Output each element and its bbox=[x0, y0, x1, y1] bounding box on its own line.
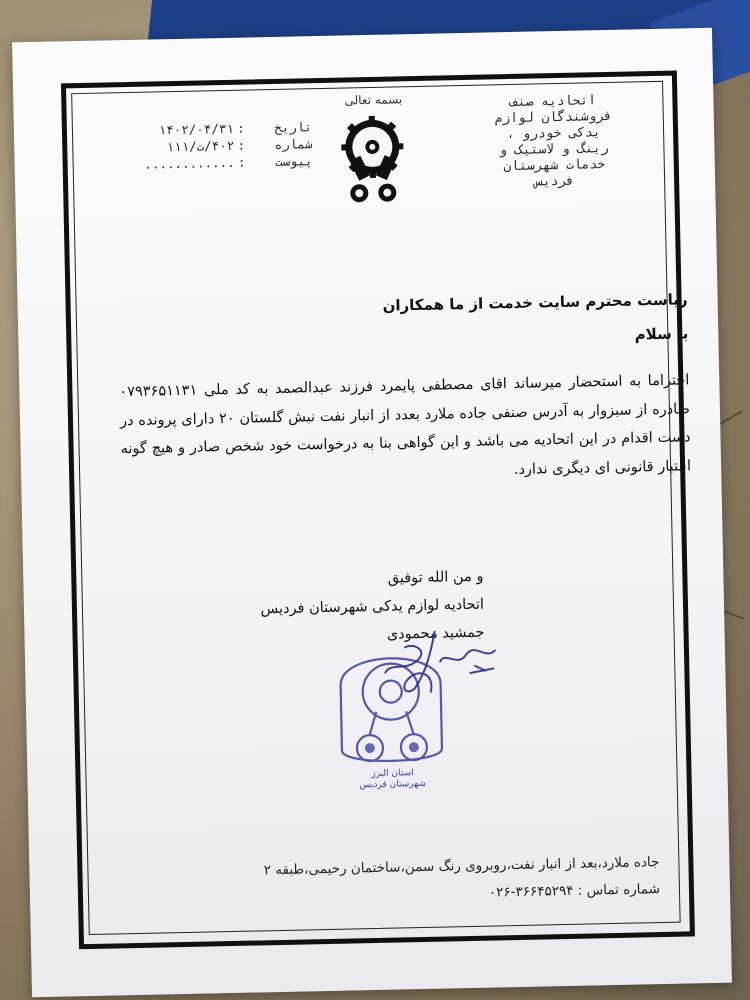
union-name-line: خدمات شهرستان bbox=[503, 157, 606, 175]
letter-meta bbox=[122, 118, 313, 173]
union-name-line: فروشندگان لوازم bbox=[494, 108, 613, 127]
union-logo-icon bbox=[336, 112, 410, 209]
greeting-line: با سلام bbox=[634, 324, 689, 344]
meta-colon: : bbox=[237, 120, 245, 136]
signatory-organization: اتحادیه لوازم یدکی شهرستان فردیس bbox=[260, 596, 485, 618]
bismillah-heading: بسمه تعالی bbox=[344, 92, 403, 108]
union-name-line: یدکی خودرو ، bbox=[506, 125, 601, 143]
stamp-text-city: شهرستان فردیس bbox=[359, 778, 426, 791]
meta-label: پیوست bbox=[274, 153, 313, 169]
meta-attachment-value: ............ bbox=[144, 154, 235, 172]
union-name-line: اتحادیه صنف bbox=[509, 93, 597, 111]
footer-address: جاده ملارد،بعد از انبار نفت،روبروی رنگ سمن،ساختمان رحیمی،طبقه ۲ bbox=[263, 854, 660, 879]
handwritten-signature bbox=[344, 610, 511, 703]
stamp-text-province: استان البرز bbox=[371, 768, 414, 780]
meta-date-value: ۱۴۰۲/۰۴/۳۱ bbox=[158, 120, 235, 138]
union-name-block bbox=[465, 92, 642, 192]
meta-colon: : bbox=[237, 137, 246, 153]
signatory-name: جمشید محمودی bbox=[386, 624, 485, 643]
recipient-line: ریاست محترم سایت خدمت از ما همکاران bbox=[382, 290, 688, 315]
meta-colon: : bbox=[237, 154, 246, 170]
footer-phone: شماره تماس : ۳۶۶۴۵۲۹۴-۰۲۶ bbox=[488, 881, 661, 901]
union-name-line: رینگ و لاستیک و bbox=[498, 140, 609, 159]
meta-label: تاریخ bbox=[274, 119, 313, 135]
letter-sheet bbox=[12, 28, 732, 997]
letterhead-footer bbox=[189, 849, 660, 913]
meta-number-value: ۴۰۲/ت/۱۱۱ bbox=[166, 137, 235, 155]
meta-label: شماره bbox=[274, 136, 313, 152]
letter-body: احتراما به استحضار میرساند اقای مصطفی پایمرد فرزند عبدالصمد به کد ملی ۰۷۹۳۶۵۱۱۳۱ صادره از سبزوار به آدرس صنفی جاده ملارد بعدد از انبار نفت نبش گلستان ۲۰ دارای پرونده در دست اقدام در این اتحادیه می باشد و این گواهی بنا به درخواست خود شخص صادر و هیچ گونه اعتبار قانونی ای دیگری ندارد. bbox=[119, 372, 692, 478]
closing-line: و من الله توفیق bbox=[387, 568, 484, 587]
page-border-inner bbox=[71, 81, 681, 935]
union-name-line: فردیس bbox=[534, 173, 575, 190]
